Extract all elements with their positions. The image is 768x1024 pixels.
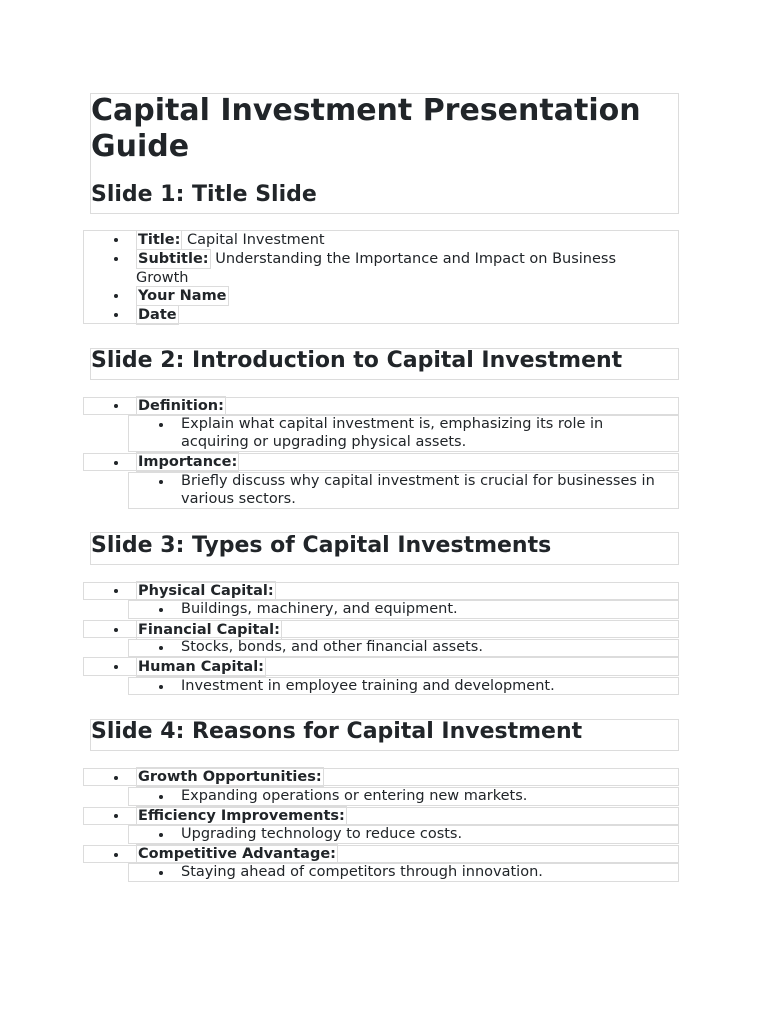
slide1-item-date: Date [138, 307, 177, 323]
bullet-icon [159, 608, 163, 612]
bullet-icon [159, 795, 163, 799]
bullet-icon [159, 480, 163, 484]
bullet-icon [114, 238, 118, 242]
bullet-icon [114, 589, 118, 593]
slide3-subitem-human: Investment in employee training and development. [181, 678, 555, 694]
slide3-item-financial: Financial Capital: [138, 622, 280, 638]
bullet-icon [114, 257, 118, 261]
slide2-item-definition: Definition: [138, 398, 224, 414]
slide4-heading: Slide 4: Reasons for Capital Investment [91, 719, 583, 744]
bullet-icon [114, 814, 118, 818]
slide4-subitem-growth: Expanding operations or entering new markets. [181, 788, 528, 804]
slide1-heading: Slide 1: Title Slide [91, 182, 317, 207]
slide4-item-efficiency: Efficiency Improvements: [138, 808, 345, 824]
slide1-item-title: Title: Capital Investment [138, 232, 325, 248]
slide3-heading: Slide 3: Types of Capital Investments [91, 533, 552, 558]
bullet-icon [114, 665, 118, 669]
document-title: Capital Investment Presentation Guide [91, 93, 641, 164]
slide4-item-growth: Growth Opportunities: [138, 769, 322, 785]
bullet-icon [114, 313, 118, 317]
slide3-subitem-financial: Stocks, bonds, and other financial assets. [181, 639, 483, 655]
bullet-icon [114, 776, 118, 780]
slide1-item-subtitle: Subtitle: Understanding the Importance and Impact on Business Growth [136, 251, 617, 286]
bullet-icon [114, 294, 118, 298]
bullet-icon [159, 685, 163, 689]
bullet-icon [159, 833, 163, 837]
bullet-icon [114, 461, 118, 465]
slide3-item-physical: Physical Capital: [138, 583, 274, 599]
bullet-icon [159, 646, 163, 650]
slide2-heading: Slide 2: Introduction to Capital Investment [91, 348, 623, 373]
slide3-item-human: Human Capital: [138, 659, 264, 675]
slide3-subitem-physical: Buildings, machinery, and equipment. [181, 601, 458, 617]
slide4-subitem-competitive: Staying ahead of competitors through innovation. [181, 864, 543, 880]
bullet-icon [114, 853, 118, 857]
slide1-item-name: Your Name [138, 288, 227, 304]
slide4-item-competitive: Competitive Advantage: [138, 846, 336, 862]
slide2-subitem-definition: Explain what capital investment is, emphasizing its role in acquiring or upgrading physical assets. [181, 416, 604, 450]
slide2-subitem-importance: Briefly discuss why capital investment is crucial for businesses in various sectors. [181, 473, 655, 507]
slide2-item-importance: Importance: [138, 454, 238, 470]
bullet-icon [159, 871, 163, 875]
slide4-subitem-efficiency: Upgrading technology to reduce costs. [181, 826, 463, 842]
bullet-icon [114, 628, 118, 632]
bullet-icon [159, 423, 163, 427]
bullet-icon [114, 404, 118, 408]
